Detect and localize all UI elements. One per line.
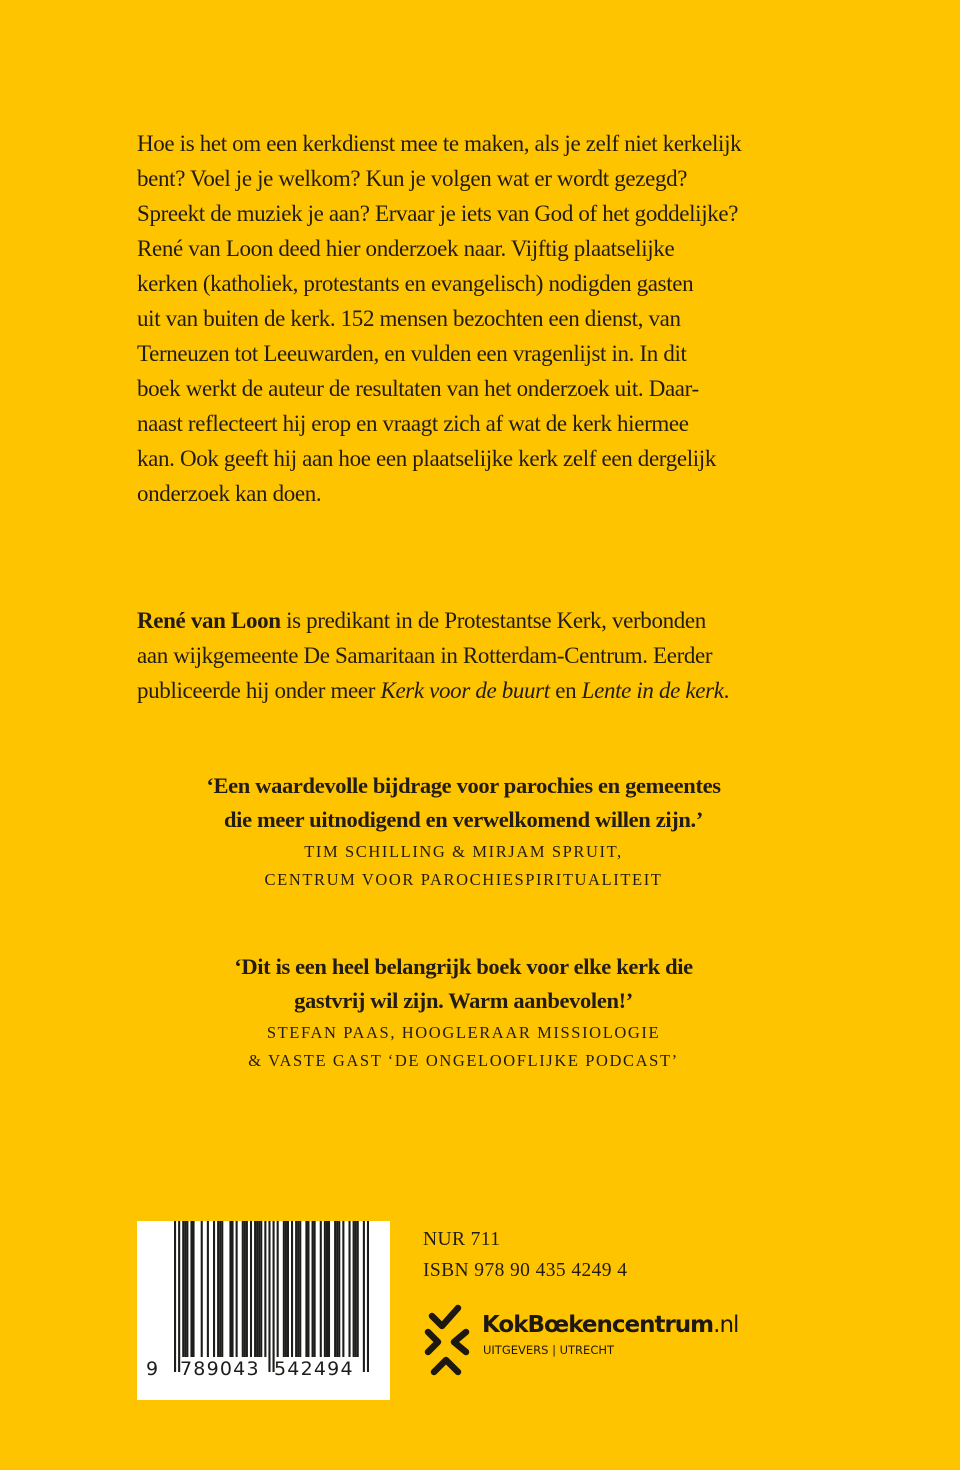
author-bio <box>137 603 817 708</box>
blurb-line: boek werkt de auteur de resultaten van het onderzoek uit. Daar- <box>137 376 699 401</box>
isbn-number: ISBN 978 90 435 4249 4 <box>423 1260 628 1281</box>
bio-line: René van Loon is predikant in de Protestantse Kerk, verbonden <box>137 608 706 633</box>
quote-line: die meer uitnodigend en verwelkomend willen zijn.’ <box>224 807 703 832</box>
blurb-line: kan. Ook geeft hij aan hoe een plaatselijke kerk zelf een dergelijk <box>137 446 716 471</box>
quote-source: STEFAN PAAS, HOOGLERAAR MISSIOLOGIE <box>266 1023 661 1042</box>
quote-line: ‘Een waardevolle bijdrage voor parochies en gemeentes <box>206 773 721 798</box>
blurb-line: Spreekt de muziek je aan? Ervaar je iets van God of het goddelijke? <box>137 201 739 226</box>
publication-info <box>423 1224 627 1286</box>
blurb-line: bent? Voel je je welkom? Kun je volgen wat er wordt gezegd? <box>137 166 688 191</box>
quote-source: TIM SCHILLING & MIRJAM SPRUIT, <box>304 842 623 861</box>
kokboekencentrum-logo-icon <box>420 1302 476 1382</box>
book-blurb <box>137 126 817 511</box>
publisher-name: KokBœkencentrum.nl <box>482 1312 739 1338</box>
quote-source: & VASTE GAST ‘DE ONGELOOFLIJKE PODCAST’ <box>248 1051 679 1070</box>
barcode-bars <box>174 1221 369 1373</box>
isbn-barcode <box>137 1221 390 1400</box>
author-name: René van Loon <box>137 608 281 633</box>
nur-code: NUR 711 <box>423 1229 501 1250</box>
barcode-first-digit: 9 <box>146 1358 160 1380</box>
publisher-logo <box>420 1302 750 1382</box>
quote-source: CENTRUM VOOR PAROCHIESPIRITUALITEIT <box>264 870 663 889</box>
quote-line: ‘Dit is een heel belangrijk boek voor elke kerk die <box>234 954 693 979</box>
barcode-right-digits: 542494 <box>274 1358 354 1380</box>
blurb-line: Terneuzen tot Leeuwarden, en vulden een vragenlijst in. In dit <box>137 341 687 366</box>
blurb-line: kerken (katholiek, protestants en evangelisch) nodigden gasten <box>137 271 694 296</box>
blurb-line: naast reflecteert hij erop en vraagt zich af wat de kerk hiermee <box>137 411 689 436</box>
publisher-subtitle: UITGEVERS | UTRECHT <box>483 1343 615 1357</box>
blurb-line: Hoe is het om een kerkdienst mee te maken, als je zelf niet kerkelijk <box>137 131 742 156</box>
book-title: Lente in de kerk <box>581 678 724 703</box>
book-title: Kerk voor de buurt <box>380 678 550 703</box>
bio-line: publiceerde hij onder meer Kerk voor de buurt en Lente in de kerk. <box>137 678 729 703</box>
barcode-left-digits: 789043 <box>180 1358 260 1380</box>
endorsement-quote <box>137 950 790 1075</box>
quote-line: gastvrij wil zijn. Warm aanbevolen!’ <box>294 988 633 1013</box>
blurb-line: uit van buiten de kerk. 152 mensen bezochten een dienst, van <box>137 306 681 331</box>
blurb-line: onderzoek kan doen. <box>137 481 322 506</box>
blurb-line: René van Loon deed hier onderzoek naar. Vijftig plaatselijke <box>137 236 675 261</box>
endorsement-quote <box>137 769 790 894</box>
bio-line: aan wijkgemeente De Samaritaan in Rotterdam-Centrum. Eerder <box>137 643 713 668</box>
